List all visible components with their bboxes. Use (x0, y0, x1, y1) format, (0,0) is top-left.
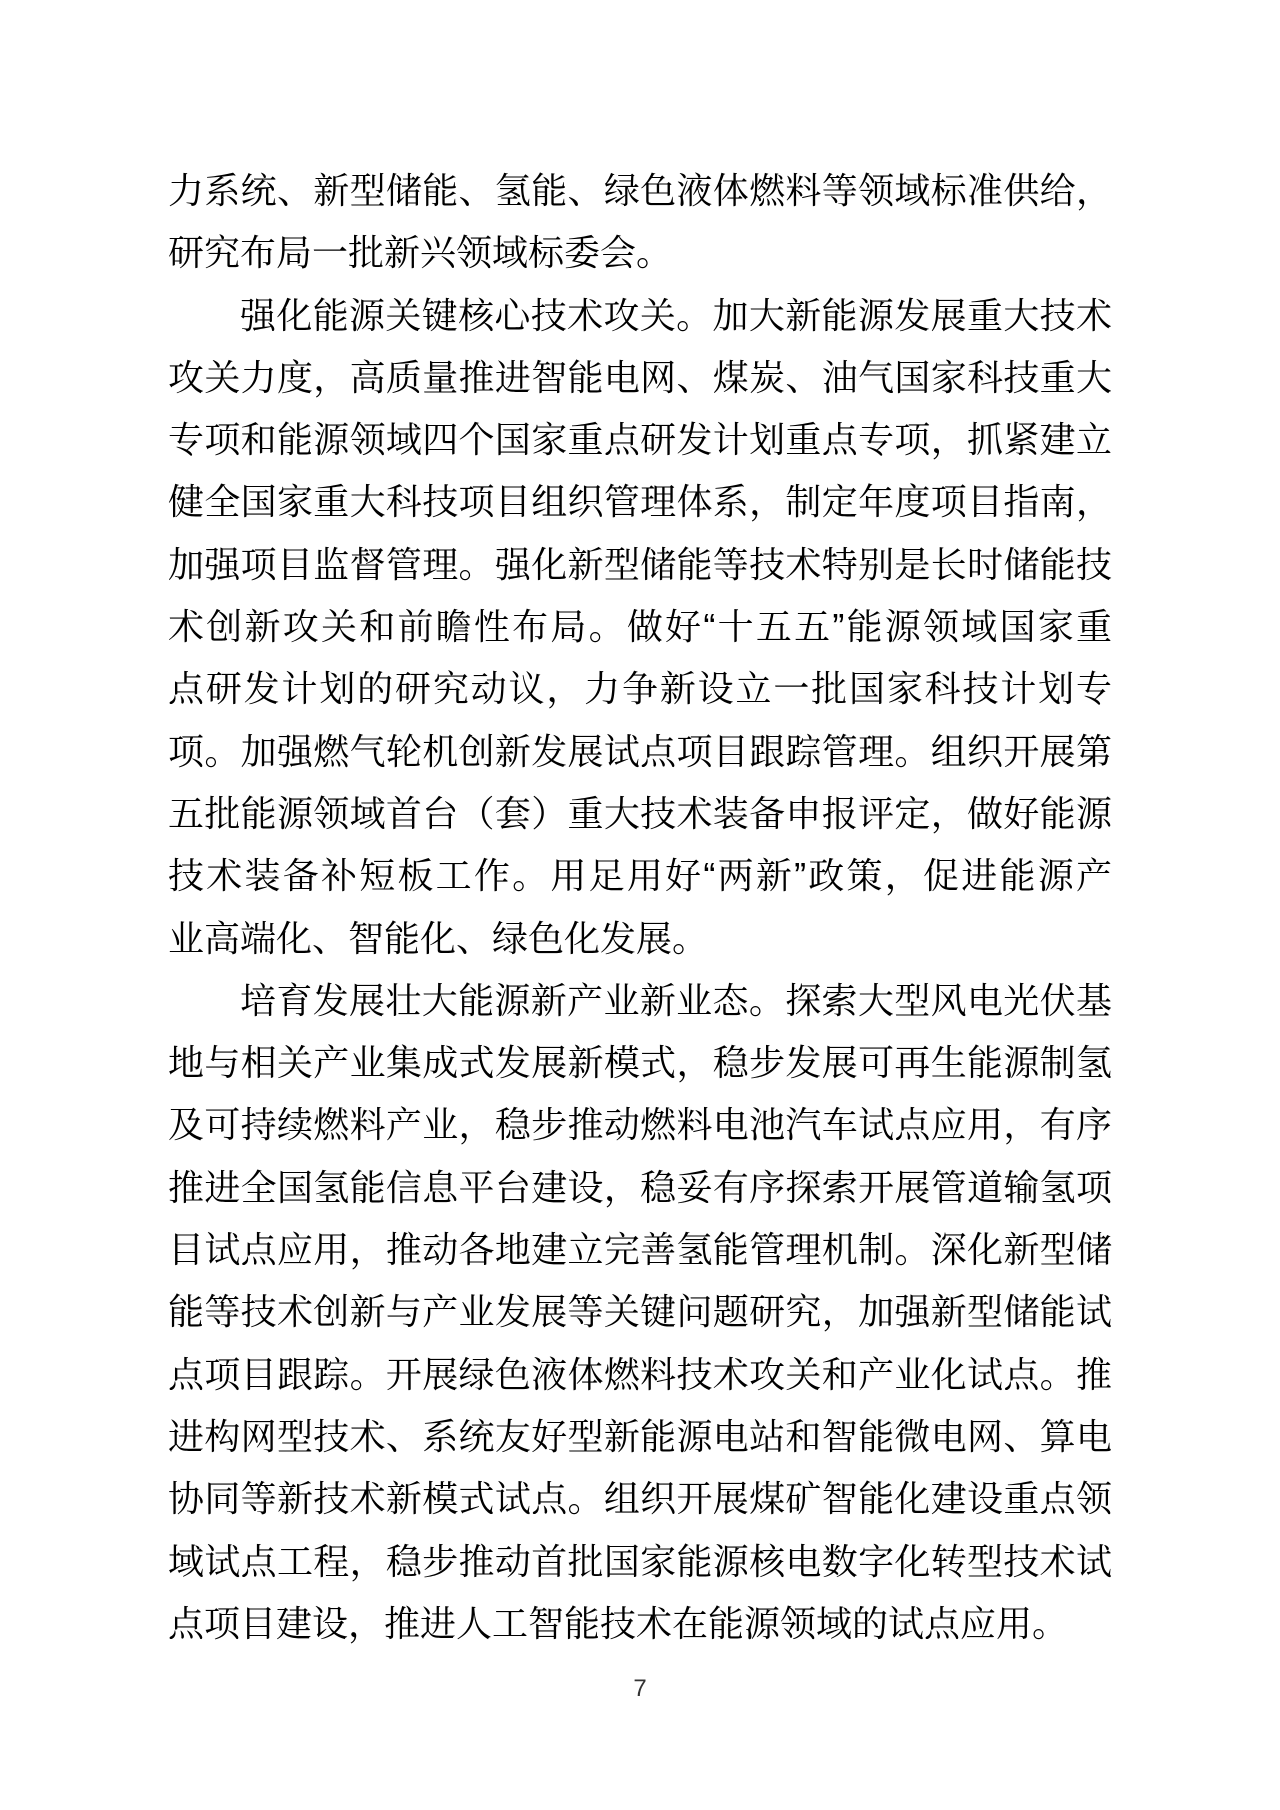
text-line: 技术装备补短板工作。用足用好“两新”政策，促进能源产 (168, 855, 1112, 897)
text-line: 点项目建设，推进人工智能技术在能源领域的试点应用。 (168, 1602, 1069, 1644)
text-line: 地与相关产业集成式发展新模式，稳步发展可再生能源制氢 (168, 1042, 1112, 1084)
text-line: 强化能源关键核心技术攻关。加大新能源发展重大技术 (240, 294, 1112, 336)
text-line: 加强项目监督管理。强化新型储能等技术特别是长时储能技 (168, 543, 1112, 585)
text-line: 进构网型技术、系统友好型新能源电站和智能微电网、算电 (168, 1415, 1112, 1457)
text-line: 攻关力度，高质量推进智能电网、煤炭、油气国家科技重大 (168, 356, 1112, 398)
text-line: 健全国家重大科技项目组织管理体系，制定年度项目指南， (168, 481, 1112, 523)
text-line: 能等技术创新与产业发展等关键问题研究，加强新型储能试 (168, 1291, 1112, 1333)
text-line: 点项目跟踪。开展绿色液体燃料技术攻关和产业化试点。推 (168, 1353, 1112, 1395)
text-line: 术创新攻关和前瞻性布局。做好“十五五”能源领域国家重 (168, 606, 1112, 648)
text-line: 推进全国氢能信息平台建设，稳妥有序探索开展管道输氢项 (168, 1166, 1112, 1208)
text-line: 项。加强燃气轮机创新发展试点项目跟踪管理。组织开展第 (168, 730, 1112, 772)
text-line: 研究布局一批新兴领域标委会。 (168, 232, 673, 274)
text-line: 及可持续燃料产业，稳步推动燃料电池汽车试点应用，有序 (168, 1104, 1112, 1146)
text-line: 力系统、新型储能、氢能、绿色液体燃料等领域标准供给， (168, 170, 1112, 211)
text-line: 业高端化、智能化、绿色化发展。 (168, 917, 709, 959)
text-line: 专项和能源领域四个国家重点研发计划重点专项，抓紧建立 (168, 419, 1112, 461)
page-number: 7 (633, 1675, 647, 1702)
text-line: 五批能源领域首台（套）重大技术装备申报评定，做好能源 (168, 792, 1112, 834)
text-line: 目试点应用，推动各地建立完善氢能管理机制。深化新型储 (168, 1229, 1112, 1271)
text-line: 协同等新技术新模式试点。组织开展煤矿智能化建设重点领 (168, 1478, 1112, 1520)
text-line: 点研发计划的研究动议，力争新设立一批国家科技计划专 (168, 668, 1112, 710)
document-body (168, 160, 1112, 1655)
text-line: 域试点工程，稳步推动首批国家能源核电数字化转型技术试 (168, 1540, 1112, 1582)
text-line: 培育发展壮大能源新产业新业态。探索大型风电光伏基 (240, 979, 1112, 1021)
